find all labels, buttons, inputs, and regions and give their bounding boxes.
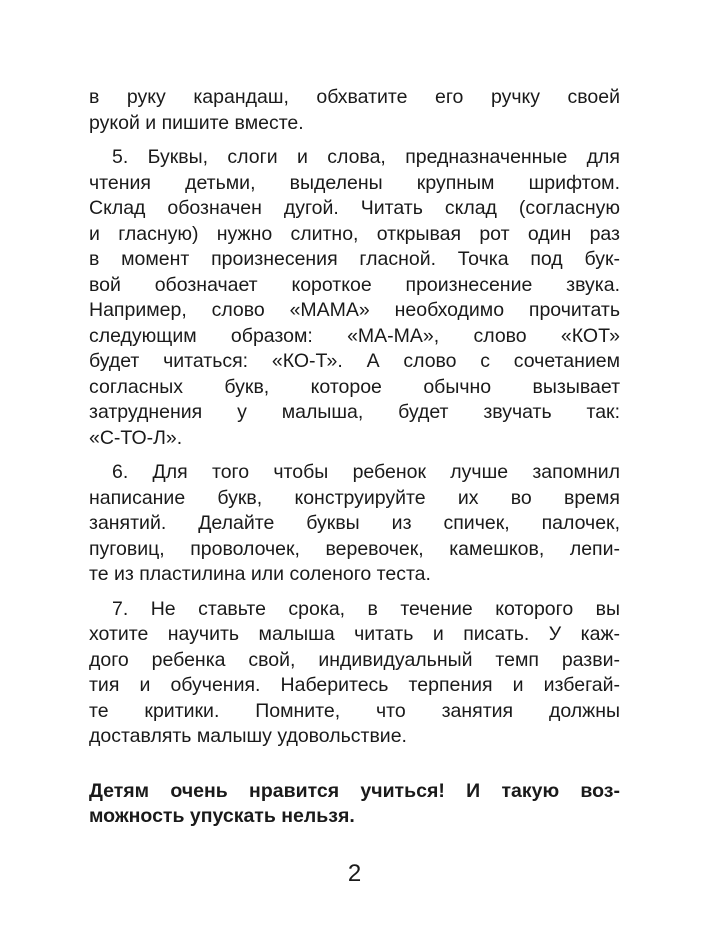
text-line: 6. Для того чтобы ребенок лучше запомнил xyxy=(112,461,620,483)
text-line: следующим образом: «МА-МА», слово «КОТ» xyxy=(89,324,620,347)
paragraph-item-6 xyxy=(89,460,620,588)
text-line: чтения детьми, выделены крупным шрифтом. xyxy=(89,171,620,194)
text-line: вой обозначает короткое произнесение звука. xyxy=(89,273,620,296)
text-line: 5. Буквы, слоги и слова, предназначенные для xyxy=(112,146,620,168)
text-line: можность упускать нельзя. xyxy=(89,805,355,827)
text-line: в момент произнесения гласной. Точка под бук- xyxy=(89,248,620,270)
text-line: будет читаться: «КО-Т». А слово с сочетанием xyxy=(89,350,620,372)
text-line: хотите научить малыша читать и писать. У каж- xyxy=(89,623,620,645)
text-line: затруднения у малыша, будет звучать так: xyxy=(89,401,620,423)
text-line: тия и обучения. Наберитесь терпения и избегай- xyxy=(89,674,620,696)
text-line: Детям очень нравится учиться! И такую воз- xyxy=(89,779,620,802)
text-line: доставлять малышу удовольствие. xyxy=(89,725,407,747)
closing-statement xyxy=(89,779,620,830)
text-line: 7. Не ставьте срока, в течение которого вы xyxy=(112,597,620,620)
text-line: в руку карандаш, обхватите его ручку своей xyxy=(89,86,620,108)
paragraph-item-5 xyxy=(89,145,620,451)
text-line: согласных букв, которое обычно вызывает xyxy=(89,375,620,398)
text-line: рукой и пишите вместе. xyxy=(89,111,304,134)
page-number: 2 xyxy=(347,860,362,887)
text-line: Например, слово «МАМА» необходимо прочитать xyxy=(89,299,620,321)
text-line: «С-ТО-Л». xyxy=(89,426,183,449)
text-line: дого ребенка свой, индивидуальный темп разви- xyxy=(89,648,620,671)
text-line: Склад обозначен дугой. Читать склад (согласную xyxy=(89,197,620,219)
text-line: пуговиц, проволочек, веревочек, камешков, лепи- xyxy=(89,537,620,560)
page-body xyxy=(89,85,620,839)
text-line: занятий. Делайте буквы из спичек, палочек, xyxy=(89,512,620,534)
paragraph-item-7 xyxy=(89,597,620,750)
text-line: те критики. Помните, что занятия должны xyxy=(89,699,620,722)
text-line: и гласную) нужно слитно, открывая рот один раз xyxy=(89,222,620,245)
text-line: те из пластилина или соленого теста. xyxy=(89,563,431,585)
text-line: написание букв, конструируйте их во время xyxy=(89,486,620,509)
paragraph-intro-continuation xyxy=(89,85,620,136)
